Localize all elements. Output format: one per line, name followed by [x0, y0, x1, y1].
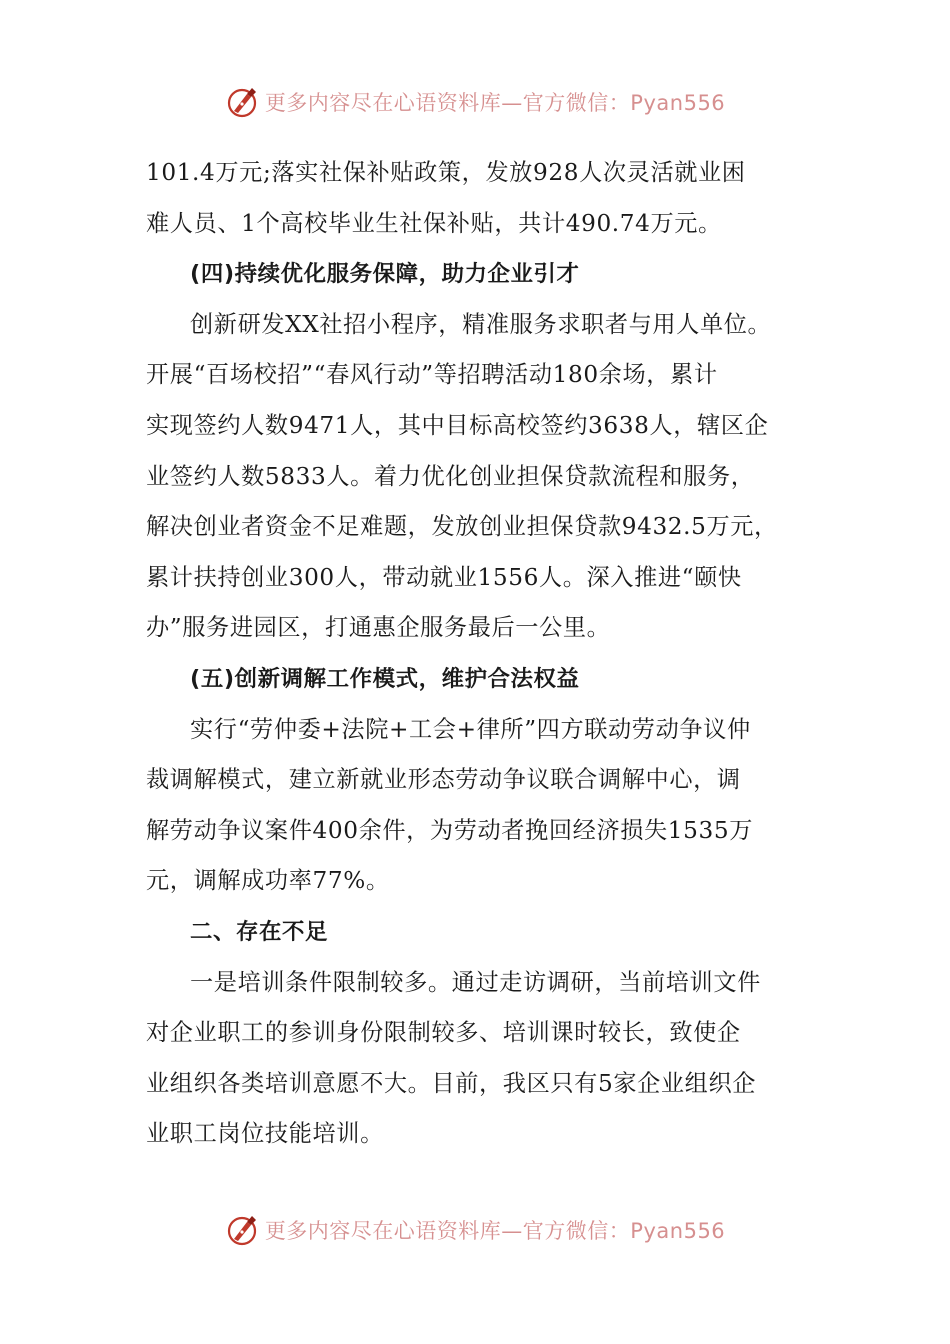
body-line: 元，调解成功率77%。	[146, 867, 390, 895]
body-line: 裁调解模式，建立新就业形态劳动争议联合调解中心，调	[146, 766, 741, 794]
pen-nib-logo-icon	[225, 84, 261, 120]
header-banner	[0, 80, 950, 124]
body-line: 一是培训条件限制较多。通过走访调研，当前培训文件	[190, 968, 761, 996]
banner-text: 更多内容尽在心语资料库—官方微信：Pyan556	[264, 1219, 726, 1243]
document-body	[146, 148, 810, 1160]
body-line: 业职工岗位技能培训。	[146, 1120, 384, 1148]
body-line: 累计扶持创业300人，带动就业1556人。深入推进“颐快	[146, 563, 742, 591]
section-heading: (四)持续优化服务保障，助力企业引才	[190, 261, 580, 288]
section-heading: (五)创新调解工作模式，维护合法权益	[190, 665, 580, 692]
body-line: 实现签约人数9471人，其中目标高校签约3638人，辖区企	[146, 411, 769, 439]
banner-text: 更多内容尽在心语资料库—官方微信：Pyan556	[264, 91, 726, 115]
body-line: 业组织各类培训意愿不大。目前，我区只有5家企业组织企	[146, 1069, 757, 1097]
body-line: 开展“百场校招”“春风行动”等招聘活动180余场，累计	[146, 361, 718, 389]
body-line: 101.4万元;落实社保补贴政策，发放928人次灵活就业困	[146, 159, 746, 186]
footer-banner	[0, 1208, 950, 1252]
body-line: 创新研发XX社招小程序，精准服务求职者与用人单位。	[190, 310, 772, 338]
body-line: 业签约人数5833人。着力优化创业担保贷款流程和服务，	[146, 462, 755, 490]
body-line: 实行“劳仲委+法院+工会+律所”四方联动劳动争议仲	[190, 715, 751, 743]
pen-nib-logo-icon	[225, 1212, 261, 1248]
body-line: 难人员、1个高校毕业生社保补贴，共计490.74万元。	[146, 209, 722, 237]
body-line: 对企业职工的参训身份限制较多、培训课时较长，致使企	[146, 1019, 741, 1047]
body-line: 解决创业者资金不足难题，发放创业担保贷款9432.5万元，	[146, 513, 778, 541]
body-line: 解劳动争议案件400余件，为劳动者挽回经济损失1535万	[146, 816, 754, 844]
body-line: 办”服务进园区，打通惠企服务最后一公里。	[146, 614, 611, 642]
section-heading: 二、存在不足	[190, 918, 328, 945]
